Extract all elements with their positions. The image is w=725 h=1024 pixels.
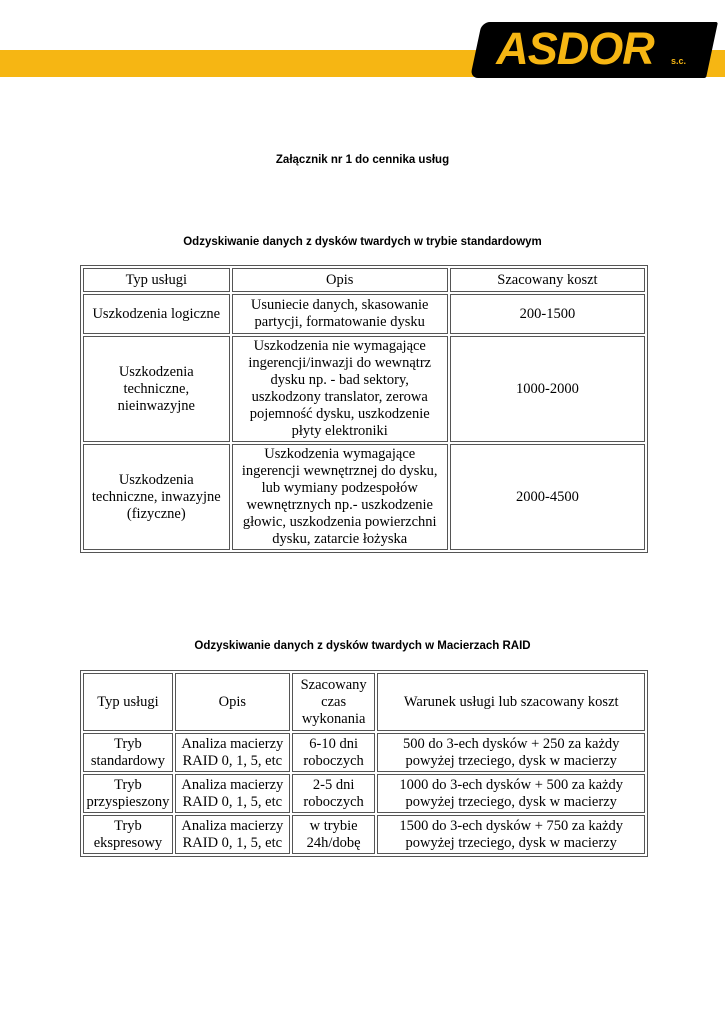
cost-cell: 2000-4500	[450, 444, 645, 550]
description-cell: Analiza macierzy RAID 0, 1, 5, etc	[175, 733, 290, 772]
service-type-cell: Tryb przyspieszony	[83, 774, 173, 813]
cost-cell: 200-1500	[450, 294, 645, 334]
table2-heading: Odzyskiwanie danych z dysków twardych w Macierzach RAID	[194, 640, 531, 652]
cost-cell: 1000 do 3-ech dysków + 500 za każdy powyżej trzeciego, dysk w macierzy	[377, 774, 645, 813]
header-cell-time: Szacowany czas wykonania	[292, 673, 376, 731]
header-cell-description: Opis	[232, 268, 448, 292]
brand-name: ASDOR	[496, 23, 654, 74]
table-row	[83, 444, 645, 550]
table1-heading: Odzyskiwanie danych z dysków twardych w trybie standardowym	[183, 236, 542, 248]
table-row	[83, 733, 645, 772]
cost-cell: 500 do 3-ech dysków + 250 za każdy powyżej trzeciego, dysk w macierzy	[377, 733, 645, 772]
document-title: Załącznik nr 1 do cennika usług	[275, 154, 450, 166]
service-type-cell: Tryb standardowy	[83, 733, 173, 772]
service-type-cell: Tryb ekspresowy	[83, 815, 173, 854]
description-cell: Analiza macierzy RAID 0, 1, 5, etc	[175, 774, 290, 813]
header-cell-type: Typ usługi	[83, 673, 173, 731]
cost-cell: 1000-2000	[450, 336, 645, 442]
header-cell-cost: Warunek usługi lub szacowany koszt	[377, 673, 645, 731]
time-cell: w trybie 24h/dobę	[292, 815, 376, 854]
time-cell: 6-10 dni roboczych	[292, 733, 376, 772]
description-cell: Uszkodzenia wymagające ingerencji wewnętrznej do dysku, lub wymiany podzespołów wewnętrznych np.- uszkodzenie głowic, uszkodzenia powierzchni dysku, zatarcie łożyska	[232, 444, 448, 550]
service-type-cell: Uszkodzenia techniczne, inwazyjne (fizyczne)	[83, 444, 230, 550]
raid-recovery-table	[80, 670, 648, 857]
table-row	[83, 336, 645, 442]
table-row	[83, 294, 645, 334]
table-row	[83, 815, 645, 854]
standard-recovery-table	[80, 265, 648, 553]
description-cell: Uszkodzenia nie wymagające ingerencji/inwazji do wewnątrz dysku np. - bad sektory, uszkodzony translator, zerowa pojemność dysku, uszkodzenie płyty elektroniki	[232, 336, 448, 442]
time-cell: 2-5 dni roboczych	[292, 774, 376, 813]
table-header-row	[83, 673, 645, 731]
brand-suffix: s.c.	[671, 56, 687, 66]
table-header-row	[83, 268, 645, 292]
table-row	[83, 774, 645, 813]
service-type-cell: Uszkodzenia logiczne	[83, 294, 230, 334]
header-cell-type: Typ usługi	[83, 268, 230, 292]
header-cell-description: Opis	[175, 673, 290, 731]
service-type-cell: Uszkodzenia techniczne, nieinwazyjne	[83, 336, 230, 442]
description-cell: Usuniecie danych, skasowanie partycji, formatowanie dysku	[232, 294, 448, 334]
header-cell-cost: Szacowany koszt	[450, 268, 645, 292]
description-cell: Analiza macierzy RAID 0, 1, 5, etc	[175, 815, 290, 854]
cost-cell: 1500 do 3-ech dysków + 750 za każdy powyżej trzeciego, dysk w macierzy	[377, 815, 645, 854]
